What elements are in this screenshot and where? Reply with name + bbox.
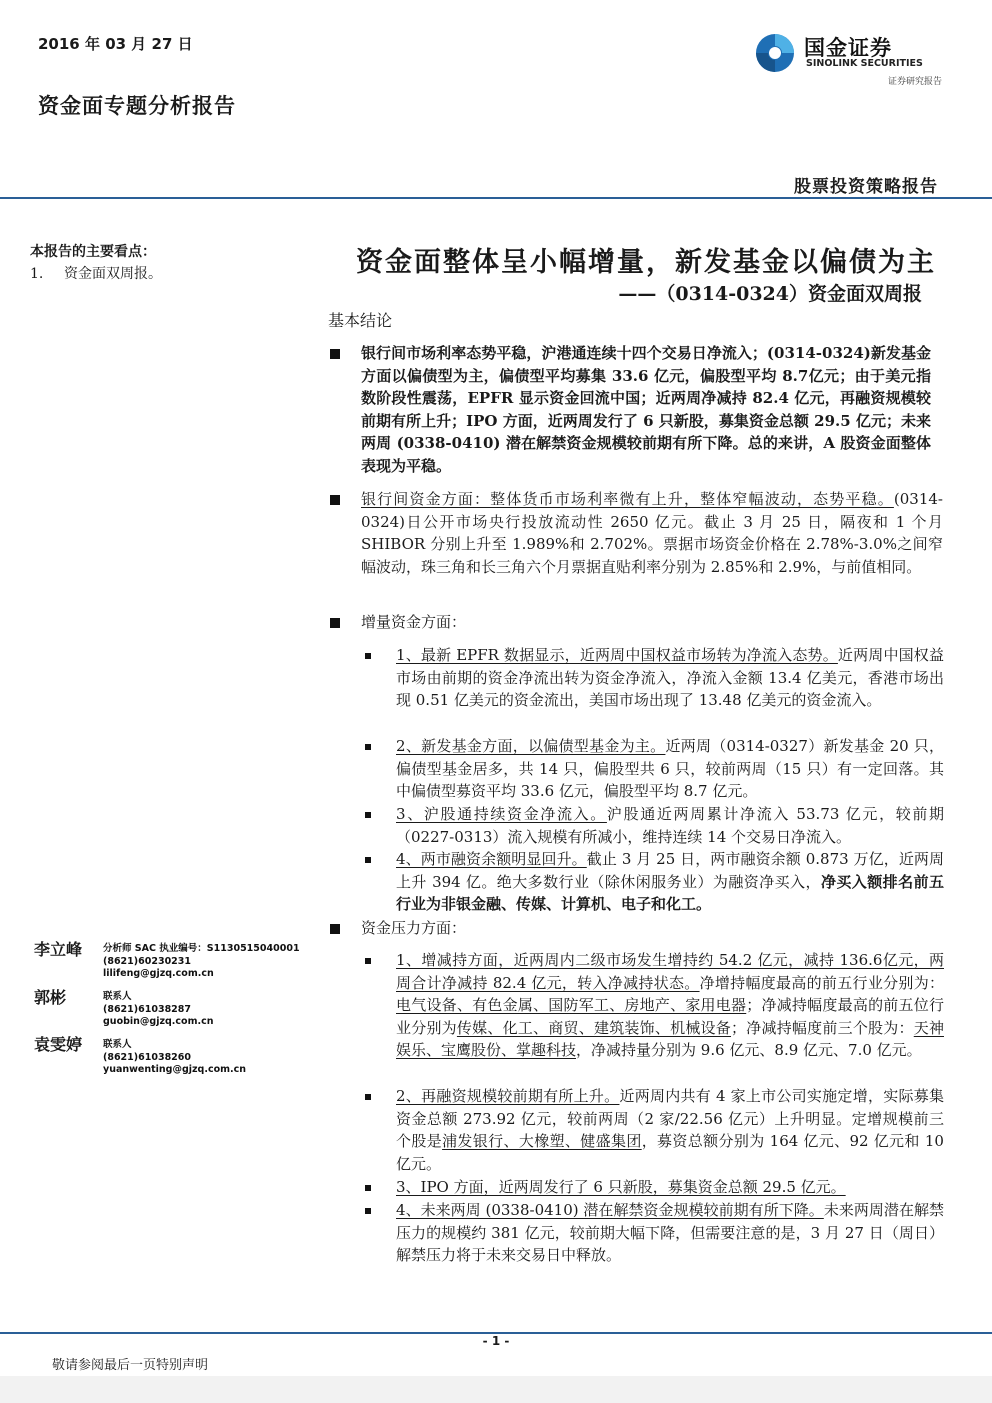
analyst-phone: (8621)61038287 bbox=[103, 1003, 192, 1015]
page-subtitle: ——（0314-0324）资金面双周报 bbox=[618, 283, 922, 305]
item-body: 未来两周潜在解禁压力的规模约 381 亿元，较前期大幅下降，但需要注意的是，3 月 27 日（周日）解禁压力将于未来交易日中释放。 bbox=[396, 1201, 944, 1265]
pressure-heading: 资金压力方面： bbox=[361, 919, 467, 937]
item-bold-tail: 净买入额排名前五行业为非银金融、传媒、计算机、电子和化工。 bbox=[396, 872, 944, 914]
incremental-item bbox=[396, 735, 944, 803]
pressure-item bbox=[396, 1199, 944, 1267]
item-lead: 2、再融资规模较前期有所上升。 bbox=[396, 1087, 620, 1105]
item-lead: 1、增减持方面，近两周内二级市场发生增持约 54.2 亿元，减持 136.6亿元，两周合计净减持 82.4 亿元，转入净减持状态。 bbox=[396, 951, 944, 992]
analyst-phone: (8621)60230231 bbox=[103, 955, 192, 967]
bullet-square-icon bbox=[330, 618, 340, 628]
report-date: 2016 年 03 月 27 日 bbox=[38, 35, 193, 53]
bullet-square-icon bbox=[330, 495, 340, 505]
item-text: ；净减持幅度最高的前五位行业分别为 bbox=[396, 996, 944, 1037]
analyst-role: 联系人 bbox=[103, 1039, 132, 1050]
analyst-contact bbox=[103, 1039, 246, 1077]
pressure-item bbox=[396, 1085, 944, 1175]
item-body: 近两周中国权益市场由前期的资金净流出转为资金净流入，净流入金额 13.4 亿美元，香港市场出现 0.51 亿美元的资金流出，美国市场出现了 13.48 亿美元的资金流入。 bbox=[396, 646, 944, 710]
item-lead: 3、沪股通持续资金净流入。 bbox=[396, 805, 607, 823]
interbank-paragraph bbox=[361, 488, 943, 578]
bullet-small-icon bbox=[365, 1094, 371, 1100]
interbank-lead: 银行间资金方面：整体货币市场利率微有上升，整体窄幅波动，态势平稳。 bbox=[361, 490, 894, 508]
analyst-role: 分析师 SAC 执业编号：S1130515040001 bbox=[103, 943, 300, 954]
item-text: ，净减持量分别为 9.6 亿元、8.9 亿元、7.0 亿元。 bbox=[576, 1041, 922, 1060]
analyst-phone: (8621)61038260 bbox=[103, 1051, 192, 1063]
sinolink-logo-icon bbox=[754, 32, 796, 74]
bullet-small-icon bbox=[365, 653, 371, 659]
item-body: 近两周内共有 4 家上市公司实施定增，实际募集资金总额 273.92 亿元，较前两周（2 家/22.56 亿元）上升明显。定增规模前三个股是 bbox=[396, 1087, 944, 1151]
bullet-small-icon bbox=[365, 1208, 371, 1214]
bullet-small-icon bbox=[365, 744, 371, 750]
logo-cn-text: 国金证券 bbox=[804, 36, 892, 60]
bullet-small-icon bbox=[365, 812, 371, 818]
analyst-email[interactable]: lilifeng@gjzq.com.cn bbox=[103, 968, 214, 979]
item-underlined: 电气设备、有色金属、国防军工、房地产、家用电器 bbox=[396, 996, 747, 1015]
pressure-item bbox=[396, 1176, 944, 1199]
incremental-heading: 增量资金方面： bbox=[361, 613, 467, 631]
interbank-body: (0314-0324)日公开市场央行投放流动性 2650 亿元。截止 3 月 25 日，隔夜和 1 个月 SHIBOR 分别上升至 1.989%和 2.702%。票据市场资金价格在 2.78%-3.0%之间窄幅波动，珠三角和长三角六个月票据直贴利率分别为 2.85%和 2.9%，与前值相同。 bbox=[361, 490, 943, 576]
footer-bar bbox=[0, 1376, 992, 1403]
logo-sub-text: 证券研究报告 bbox=[887, 77, 942, 87]
bullet-square-icon bbox=[330, 349, 340, 359]
incremental-item bbox=[396, 803, 944, 848]
item-lead: 4、未来两周 (0338-0410) 潜在解禁资金规模较前期有所下降。 bbox=[396, 1201, 824, 1219]
sidebar-item-label: 资金面双周报。 bbox=[64, 266, 162, 282]
analyst-email[interactable]: guobin@gjzq.com.cn bbox=[103, 1016, 214, 1027]
item-lead: 1、最新 EPFR 数据显示，近两周中国权益市场转为净流入态势。 bbox=[396, 646, 838, 664]
item-underlined: 天神娱乐、宝鹰股份、掌趣科技 bbox=[396, 1018, 944, 1060]
bullet-small-icon bbox=[365, 958, 371, 964]
sidebar-heading: 本报告的主要看点： bbox=[30, 244, 156, 260]
item-lead: 3、IPO 方面，近两周发行了 6 只新股，募集资金总额 29.5 亿元。 bbox=[396, 1178, 846, 1196]
analyst-contact bbox=[103, 991, 213, 1029]
summary-paragraph: 银行间市场利率态势平稳，沪港通连续十四个交易日净流入；(0314-0324)新发基金方面以偏债型为主，偏债型平均募集 33.6 亿元，偏股型平均 8.7亿元；由于美元指数阶段性震荡，EPFR 显示资金回流中国；近两周净减持 82.4 亿元，再融资规模较前期有所上升；IPO 方面，近两周发行了 6 只新股，募集资金总额 29.5 亿元；未来两周 (0338-0410) 潜在解禁资金规模较前期有所下降。总的来讲，A 股资金面整体表现为平稳。 bbox=[361, 344, 931, 475]
item-text: 净增持幅度最高的前五行业分别为： bbox=[699, 973, 944, 992]
item-text: ；净减持幅度前三个股为： bbox=[731, 1018, 914, 1037]
analyst-email[interactable]: yuanwenting@gjzq.com.cn bbox=[103, 1064, 247, 1075]
item-body: 沪股通近两周累计净流入 53.73 亿元，较前期（0227-0313）流入规模有所减小，维持连续 14 个交易日净流入。 bbox=[396, 805, 944, 846]
item-underlined: 传媒、化工、商贸、建筑装饰、机械设备 bbox=[456, 1018, 732, 1037]
analyst-role: 联系人 bbox=[103, 991, 132, 1002]
item-text: ，募资总额分别为 164 亿元、92 亿元和 10 亿元。 bbox=[396, 1132, 944, 1173]
item-lead: 2、新发基金方面，以偏债型基金为主。 bbox=[396, 737, 666, 755]
sidebar-item-number: 1. bbox=[30, 266, 44, 282]
disclaimer-note: 敬请参阅最后一页特别声明 bbox=[52, 1358, 209, 1373]
analyst-contact bbox=[103, 943, 300, 981]
bullet-square-icon bbox=[330, 924, 340, 934]
item-underlined: 浦发银行、大橡塑、健盛集团 bbox=[442, 1132, 642, 1151]
company-logo bbox=[754, 30, 944, 90]
header-divider bbox=[0, 197, 992, 199]
page-title: 资金面整体呈小幅增量，新发基金以偏债为主 bbox=[356, 247, 936, 278]
analyst-name: 郭彬 bbox=[34, 988, 67, 1007]
item-body: 近两周（0314-0327）新发基金 20 只，偏债型基金居多，共 14 只，偏股型共 6 只，较前两周（15 只）有一定回落。其中偏债型募资平均 33.6 亿元，偏股型平均 8.7 亿元。 bbox=[396, 737, 945, 801]
pressure-item bbox=[396, 949, 944, 1062]
page-number: - 1 - bbox=[482, 1334, 510, 1348]
bullet-small-icon bbox=[365, 857, 371, 863]
series-title: 资金面专题分析报告 bbox=[38, 93, 236, 118]
incremental-item bbox=[396, 848, 944, 916]
report-type: 股票投资策略报告 bbox=[794, 177, 938, 197]
incremental-item bbox=[396, 644, 944, 712]
item-lead: 4、两市融资余额明显回升。 bbox=[396, 850, 587, 868]
analyst-name: 袁雯婷 bbox=[34, 1035, 83, 1054]
analyst-name: 李立峰 bbox=[34, 940, 83, 959]
sidebar-item bbox=[30, 263, 162, 283]
item-body: 截止 3 月 25 日，两市融资余额 0.873 万亿，近两周上升 394 亿。绝大多数行业（除休闲服务业）为融资净买入， bbox=[396, 850, 945, 891]
section-label: 基本结论 bbox=[328, 311, 393, 330]
bullet-small-icon bbox=[365, 1185, 371, 1191]
logo-en-text: SINOLINK SECURITIES bbox=[806, 58, 923, 69]
